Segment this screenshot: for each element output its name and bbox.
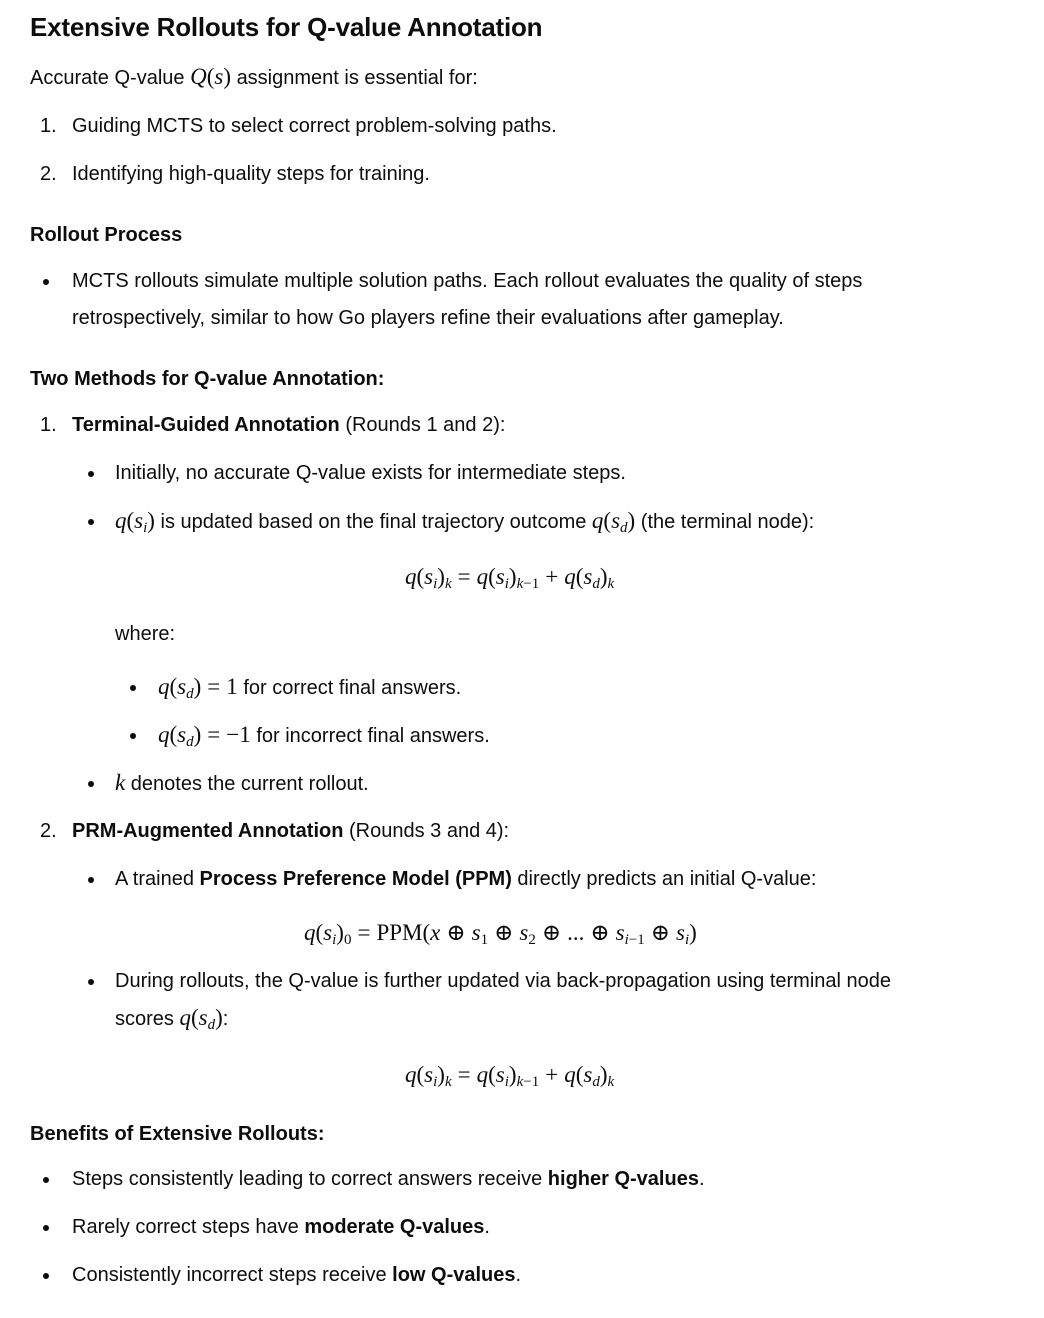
- bullet: [43, 1225, 49, 1231]
- method-2-title-line: [72, 816, 509, 846]
- math-q-si: $q(s_i)$: [115, 508, 155, 536]
- intro-suffix: assignment is essential for:: [236, 67, 478, 89]
- list-number: 2.: [40, 820, 57, 842]
- benefit-suffix: .: [698, 1168, 705, 1190]
- benefit-text: Steps consistently leading to correct answers receive: [72, 1168, 543, 1190]
- method-1-title-line: [72, 410, 505, 440]
- where-label: where:: [115, 623, 176, 645]
- bullet: [88, 781, 94, 787]
- benefit-item: [72, 1212, 490, 1242]
- bullet: [88, 471, 94, 477]
- benefit-suffix: .: [515, 1264, 522, 1286]
- math-k: k: [115, 770, 126, 795]
- method-2-bullet-1: [115, 864, 816, 894]
- method-1-bullet-1: Initially, no accurate Q-value exists for intermediate steps.: [115, 462, 626, 484]
- benefit-suffix: .: [484, 1216, 490, 1238]
- section-heading-benefits: Benefits of Extensive Rollouts:: [30, 1123, 325, 1145]
- where-incorrect: [158, 720, 490, 751]
- section-heading-methods: Two Methods for Q-value Annotation:: [30, 368, 385, 390]
- list-number: 2.: [40, 163, 57, 185]
- math-Qs: Q(s): [190, 64, 231, 89]
- method-1-bullet-2-text: is updated based on the final trajectory outcome: [160, 511, 587, 533]
- benefit-text: Rarely correct steps have: [72, 1216, 299, 1238]
- benefit-item: [72, 1164, 705, 1194]
- equation-ppm: $q(s_i)_0 = PPM(x$ ⊕ $s_1$ ⊕ $s_2$ ⊕ ... ⊕ $s_{i-1}$ ⊕ $s_i$): [304, 920, 697, 948]
- math-q-sd: $q(s_d)$: [591, 508, 636, 536]
- k-definition-text: denotes the current rollout.: [130, 773, 369, 795]
- benefit-bold: low Q-values: [392, 1264, 516, 1286]
- bullet: [43, 279, 49, 285]
- rollout-text-line2: retrospectively, similar to how Go players refine their evaluations after gameplay.: [72, 307, 784, 329]
- method-1-bullet-2: [115, 506, 814, 537]
- bullet: [43, 1177, 49, 1183]
- method-1-bullet-2-end: (the terminal node):: [640, 511, 815, 533]
- method-2-bullet-1-bold: Process Preference Model (PPM): [199, 868, 512, 890]
- math-qsd-eq-neg1: $q(s_d) = -1$: [158, 722, 251, 750]
- benefit-text: Consistently incorrect steps receive: [72, 1264, 387, 1286]
- math-q-sd: $q(s_d)$: [179, 1005, 223, 1033]
- bullet: [130, 685, 136, 691]
- method-2-bullet-2-line2: scores $q(s_d)$:: [115, 1005, 229, 1033]
- benefit-bold: moderate Q-values: [304, 1216, 485, 1238]
- bullet: [130, 733, 136, 739]
- where-correct-text: for correct final answers.: [243, 677, 462, 699]
- list-number: 1.: [40, 414, 57, 436]
- k-definition: [115, 768, 369, 799]
- method-2-rounds: (Rounds 3 and 4):: [349, 820, 510, 842]
- intro-item: Guiding MCTS to select correct problem-solving paths.: [72, 115, 557, 137]
- benefit-item: [72, 1260, 521, 1290]
- method-2-bullet-2-scores: scores: [115, 1008, 174, 1030]
- intro-line: [30, 62, 478, 93]
- equation-update-2: $q(s_i)_k = q(s_i)_{k-1} + q(s_d)_k$: [405, 1062, 615, 1090]
- bullet: [88, 877, 94, 883]
- method-1-rounds: (Rounds 1 and 2):: [345, 414, 506, 436]
- benefit-bold: higher Q-values: [547, 1168, 699, 1190]
- section-heading-rollout: Rollout Process: [30, 224, 183, 246]
- rollout-text-line1: MCTS rollouts simulate multiple solution paths. Each rollout evaluates the quality of steps: [72, 270, 863, 292]
- bullet: [88, 979, 94, 985]
- bullet: [43, 1273, 49, 1279]
- intro-item: Identifying high-quality steps for training.: [72, 163, 430, 185]
- page-title: Extensive Rollouts for Q-value Annotation: [30, 12, 543, 42]
- intro-prefix: Accurate Q-value: [30, 67, 185, 89]
- method-1-title: Terminal-Guided Annotation: [72, 414, 340, 436]
- method-2-bullet-2-line1: During rollouts, the Q-value is further updated via back-propagation using terminal node: [115, 970, 891, 992]
- math-qsd-eq-1: $q(s_d) = 1$: [158, 674, 238, 702]
- where-correct: [158, 672, 461, 703]
- where-incorrect-text: for incorrect final answers.: [256, 725, 490, 747]
- bullet: [88, 519, 94, 525]
- list-number: 1.: [40, 115, 57, 137]
- equation-update-1: $q(s_i)_k = q(s_i)_{k-1} + q(s_d)_k$: [405, 564, 615, 592]
- method-2-bullet-1-suffix: directly predicts an initial Q-value:: [517, 868, 817, 890]
- method-2-title: PRM-Augmented Annotation: [72, 820, 344, 842]
- method-2-bullet-1-prefix: A trained: [115, 868, 194, 890]
